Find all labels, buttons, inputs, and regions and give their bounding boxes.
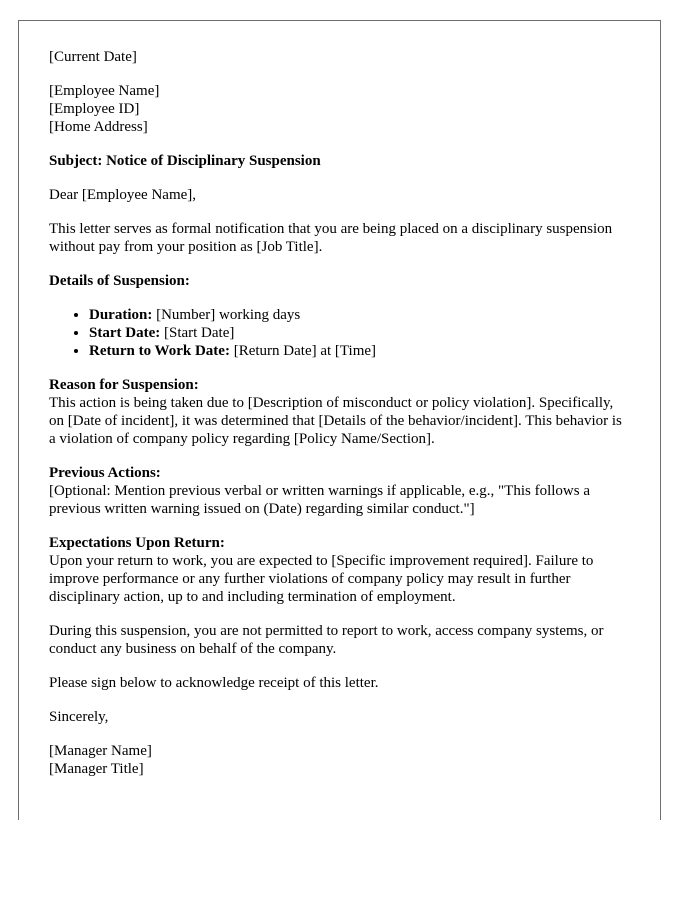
- recipient-block: [49, 82, 630, 136]
- expectations-section: [49, 534, 630, 606]
- reason-section: [49, 376, 630, 448]
- closing: Sincerely,: [49, 709, 109, 725]
- list-item: [89, 342, 630, 360]
- reason-text: This action is being taken due to [Description of misconduct or policy violation]. Specifically, on [Date of incident], it was determined that [Details of the behavior/incident]. This behavior is a violation of company policy regarding [Policy Name/Section].: [49, 395, 622, 447]
- intro-paragraph: This letter serves as formal notification that you are being placed on a disciplinary suspension without pay from your position as [Job Title].: [49, 221, 613, 255]
- expectations-heading: Expectations Upon Return:: [49, 535, 225, 551]
- previous-actions-text: [Optional: Mention previous verbal or written warnings if applicable, e.g., "This follows a previous written warning issued on (Date) regarding similar conduct."]: [49, 483, 590, 517]
- letter-page: [18, 20, 661, 820]
- start-date-label: Start Date:: [89, 325, 161, 341]
- letter-subject: Subject: Notice of Disciplinary Suspension: [49, 153, 321, 169]
- acknowledge-paragraph: Please sign below to acknowledge receipt of this letter.: [49, 675, 379, 691]
- list-item: [89, 306, 630, 324]
- expectations-text: Upon your return to work, you are expected to [Specific improvement required]. Failure to improve performance or any further violations of company policy may result in further disciplinary action, up to and including termination of employment.: [49, 553, 594, 605]
- letter-date: [Current Date]: [49, 49, 137, 65]
- salutation: Dear [Employee Name],: [49, 187, 197, 203]
- reason-heading: Reason for Suspension:: [49, 377, 199, 393]
- previous-actions-section: [49, 464, 630, 518]
- list-item: [89, 324, 630, 342]
- previous-actions-heading: Previous Actions:: [49, 465, 161, 481]
- start-date-value: [Start Date]: [160, 325, 235, 341]
- return-date-label: Return to Work Date:: [89, 343, 230, 359]
- details-list: [49, 306, 630, 360]
- recipient-address: [Home Address]: [49, 119, 148, 135]
- details-heading: Details of Suspension:: [49, 273, 190, 289]
- manager-title: [Manager Title]: [49, 761, 144, 777]
- recipient-name: [Employee Name]: [49, 83, 160, 99]
- return-date-value: [Return Date] at [Time]: [229, 343, 377, 359]
- duration-value: [Number] working days: [152, 307, 301, 323]
- recipient-id: [Employee ID]: [49, 101, 140, 117]
- duration-label: Duration:: [89, 307, 153, 323]
- manager-name: [Manager Name]: [49, 743, 152, 759]
- during-suspension-paragraph: During this suspension, you are not permitted to report to work, access company systems, or conduct any business on behalf of the company.: [49, 623, 604, 657]
- signature-block: [49, 742, 630, 778]
